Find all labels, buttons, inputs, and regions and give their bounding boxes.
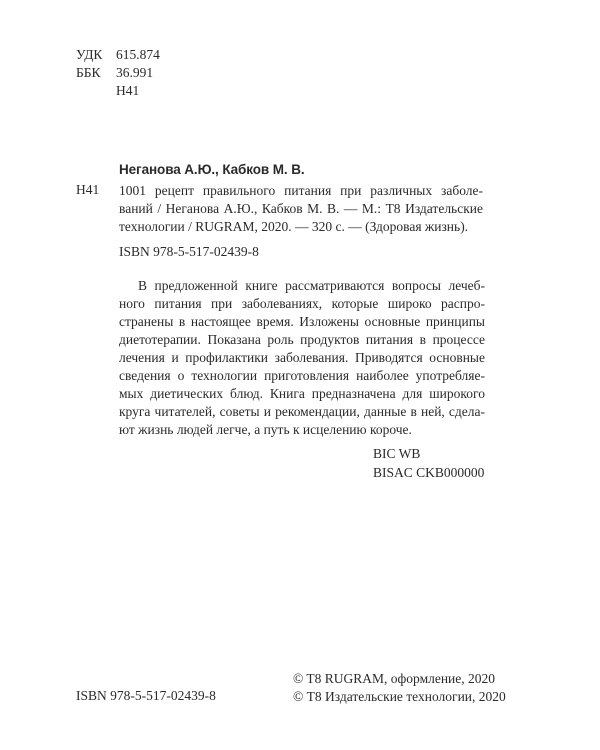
bbk-value: 36.991 xyxy=(116,65,154,80)
annotation-line: странены в настоящее время. Изложены основные принципы xyxy=(119,314,485,329)
udk-label: УДК xyxy=(76,47,103,62)
entry-mark: Н41 xyxy=(76,182,100,197)
annotation-line: лечения и профилактики заболевания. Приводятся основные xyxy=(119,350,485,365)
udk-row xyxy=(76,46,160,64)
annotation-line: В предложенной книге рассматриваются вопросы лечеб- xyxy=(138,278,485,293)
classification-codes xyxy=(76,46,160,100)
copyright-line: © Т8 Издательские технологии, 2020 xyxy=(293,689,506,704)
annotation-line: ют жизнь людей легче, а путь к исцелению короче. xyxy=(119,422,412,437)
entry-author: Неганова А.Ю., Кабков М. В. xyxy=(119,162,305,177)
annotation-line: сведения о технологии приготовления наиболее употребляе- xyxy=(119,368,485,383)
annotation-line: круга читателей, советы и рекомендации, данные в ней, сдела- xyxy=(119,404,485,419)
annotation-line: диетотерапии. Показана роль продуктов питания в процессе xyxy=(119,332,485,347)
bbk-label: ББК xyxy=(76,65,101,80)
entry-line: 1001 рецепт правильного питания при различных заболе- xyxy=(119,183,483,198)
bibliographic-entry xyxy=(119,182,483,236)
bic-code: BIC WB xyxy=(373,446,421,461)
author-mark-row xyxy=(76,82,160,100)
bisac-code: BISAC CKB000000 xyxy=(373,465,485,480)
subject-classification xyxy=(373,444,484,482)
copyright-line: © T8 RUGRAM, оформление, 2020 xyxy=(293,671,496,686)
author-mark: Н41 xyxy=(116,83,140,98)
bbk-row xyxy=(76,64,160,82)
isbn-bottom: ISBN 978-5-517-02439-8 xyxy=(76,688,216,703)
annotation-line: мых диетических блюд. Книга предназначена для широкого xyxy=(119,386,485,401)
copyright-block xyxy=(293,670,506,706)
annotation xyxy=(119,277,485,439)
entry-line: технологии / RUGRAM, 2020. — 320 с. — (Здоровая жизнь). xyxy=(119,219,469,234)
udk-value: 615.874 xyxy=(116,47,160,62)
entry-line: ваний / Неганова А.Ю., Кабков М. В. — М.: Т8 Издательские xyxy=(119,201,483,216)
annotation-line: ного питания при заболеваниях, которые широко распро- xyxy=(119,296,485,311)
isbn: ISBN 978-5-517-02439-8 xyxy=(119,244,259,259)
